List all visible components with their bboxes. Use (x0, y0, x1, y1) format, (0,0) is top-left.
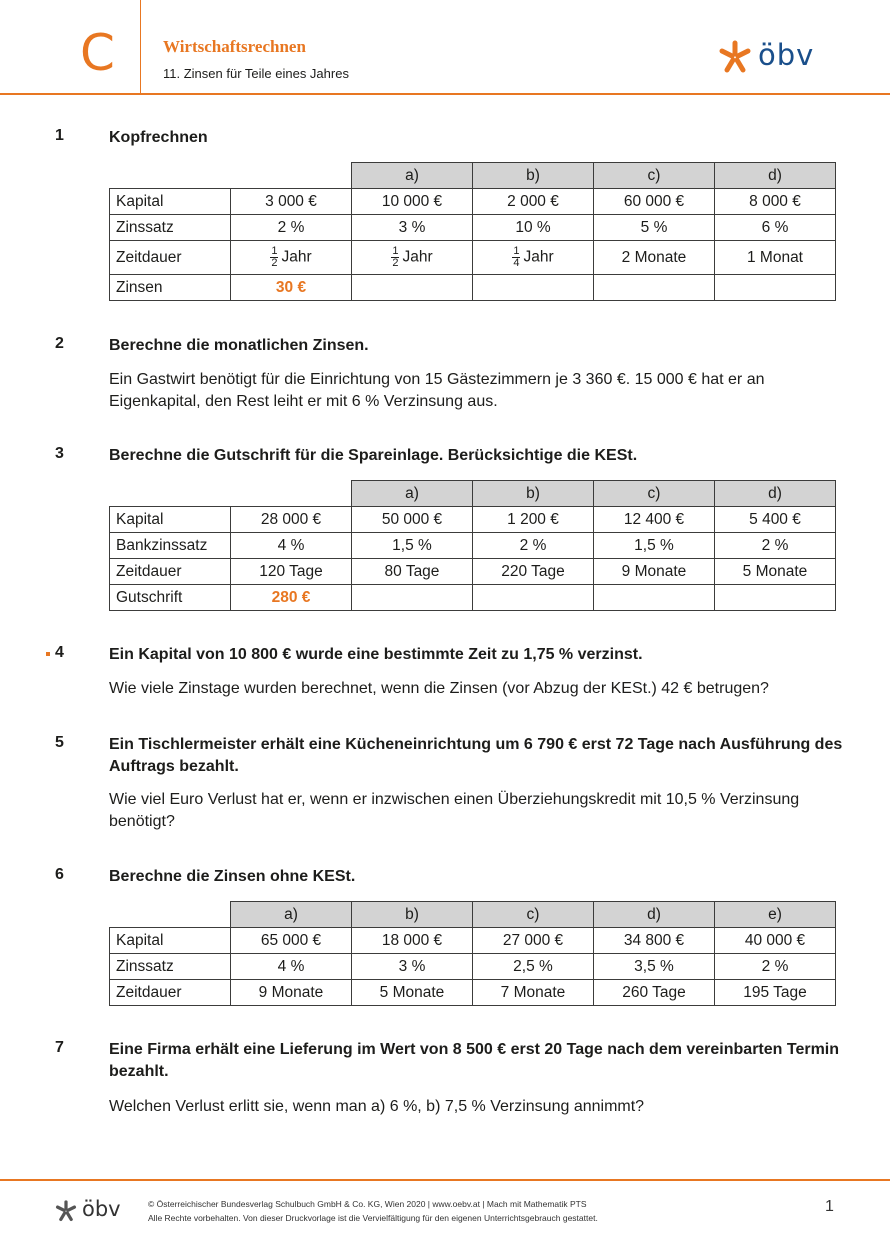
task-title: Ein Tischlermeister erhält eine Kücheneinrichtung um 6 790 € erst 72 Tage nach Ausführung des Auftrags bezahlt. (109, 736, 843, 775)
row-label: Kapital (110, 507, 231, 533)
row-label: Zeitdauer (110, 241, 231, 275)
table-row (110, 241, 836, 275)
table-cell: 2 % (715, 954, 836, 980)
table-row (110, 215, 836, 241)
table-cell: 18 000 € (352, 928, 473, 954)
column-header: b) (473, 163, 594, 189)
task-title: Berechne die monatlichen Zinsen. (109, 337, 369, 354)
row-label: Kapital (110, 189, 231, 215)
task-number: 1 (55, 127, 64, 144)
column-header: b) (352, 902, 473, 928)
table-cell: 50 000 € (352, 507, 473, 533)
page-header (0, 0, 890, 95)
answer-cell[interactable] (352, 585, 473, 611)
column-header: a) (352, 481, 473, 507)
table-cell: 8 000 € (715, 189, 836, 215)
table-cell: 10 000 € (352, 189, 473, 215)
table-cell: 10 % (473, 215, 594, 241)
table-row (110, 559, 836, 585)
table-cell: 3 000 € (231, 189, 352, 215)
table-cell: 2,5 % (473, 954, 594, 980)
table-cell: 120 Tage (231, 559, 352, 585)
table-cell: 1 Monat (715, 241, 836, 275)
table-cell: 1,5 % (594, 533, 715, 559)
task-6-table (109, 901, 836, 1006)
row-label: Kapital (110, 928, 231, 954)
table-cell: 5 400 € (715, 507, 836, 533)
task-text: Wie viel Euro Verlust hat er, wenn er inzwischen einen Überziehungskredit mit 10,5 % Verzinsung benötigt? (109, 791, 800, 830)
table-cell: 65 000 € (231, 928, 352, 954)
table-cell: 9 Monate (231, 980, 352, 1006)
table-cell: 220 Tage (473, 559, 594, 585)
column-header: c) (594, 481, 715, 507)
table-cell: 2 % (473, 533, 594, 559)
page-number: 1 (825, 1198, 834, 1215)
chapter-title: Wirtschaftsrechnen (163, 37, 306, 56)
task-3-table (109, 480, 836, 611)
task-number: 3 (55, 445, 64, 462)
row-label: Zeitdauer (110, 559, 231, 585)
table-cell: 2 % (231, 215, 352, 241)
section-subtitle: 11. Zinsen für Teile eines Jahres (163, 66, 349, 81)
table-cell: $\frac{1}{2}$ Jahr (231, 241, 352, 275)
fraction: $\frac{1}{2}$ (392, 245, 399, 269)
footer-logo (55, 1197, 135, 1224)
table-row (110, 275, 836, 301)
table-cell: 195 Tage (715, 980, 836, 1006)
logo-text: öbv (758, 38, 815, 72)
answer-cell[interactable] (352, 275, 473, 301)
task-number: 5 (55, 734, 64, 751)
table-cell: 80 Tage (352, 559, 473, 585)
example-answer: 30 € (231, 275, 352, 301)
task-title: Ein Kapital von 10 800 € wurde eine bestimmte Zeit zu 1,75 % verzinst. (109, 646, 643, 663)
column-header: d) (715, 481, 836, 507)
table-cell: 28 000 € (231, 507, 352, 533)
fraction: $\frac{1}{4}$ (513, 245, 520, 269)
row-label: Zinssatz (110, 215, 231, 241)
example-answer: 280 € (231, 585, 352, 611)
table-cell: 7 Monate (473, 980, 594, 1006)
row-label: Zeitdauer (110, 980, 231, 1006)
task-text: Welchen Verlust erlitt sie, wenn man a) 6 %, b) 7,5 % Verzinsung annimmt? (109, 1098, 645, 1115)
task-title: Eine Firma erhält eine Lieferung im Wert von 8 500 € erst 20 Tage nach dem vereinbarten Termin bezahlt. (109, 1041, 840, 1080)
table-cell: 4 % (231, 954, 352, 980)
table-cell: 3,5 % (594, 954, 715, 980)
row-label: Zinsen (110, 275, 231, 301)
answer-cell[interactable] (715, 585, 836, 611)
table-cell: 34 800 € (594, 928, 715, 954)
table-row (110, 928, 836, 954)
table-cell: 12 400 € (594, 507, 715, 533)
table-cell: 2 000 € (473, 189, 594, 215)
table-cell: 260 Tage (594, 980, 715, 1006)
task-number: 2 (55, 335, 64, 352)
rights-line: Alle Rechte vorbehalten. Von dieser Druckvorlage ist die Vervielfältigung für den eigenen Unterrichtsgebrauch gestattet. (148, 1213, 598, 1223)
table-cell: 5 Monate (352, 980, 473, 1006)
table-cell: 5 Monate (715, 559, 836, 585)
table-cell: 3 % (352, 954, 473, 980)
task-number: 7 (55, 1039, 64, 1056)
answer-cell[interactable] (473, 275, 594, 301)
column-header: e) (715, 902, 836, 928)
chapter-letter: C (80, 24, 115, 82)
footer-rule (0, 1179, 890, 1181)
task-title: Berechne die Zinsen ohne KESt. (109, 868, 356, 885)
table-cell: 5 % (594, 215, 715, 241)
table-cell: 40 000 € (715, 928, 836, 954)
table-row (110, 980, 836, 1006)
logo-text: öbv (82, 1197, 121, 1221)
table-row (110, 585, 836, 611)
row-label: Bankzinssatz (110, 533, 231, 559)
table-cell: 27 000 € (473, 928, 594, 954)
answer-cell[interactable] (594, 585, 715, 611)
star-icon (718, 40, 752, 74)
oebv-logo (718, 40, 828, 74)
difficulty-marker (46, 652, 50, 656)
table-cell: 1,5 % (352, 533, 473, 559)
column-header: d) (715, 163, 836, 189)
table-cell: 60 000 € (594, 189, 715, 215)
table-cell: 2 % (715, 533, 836, 559)
column-header: a) (231, 902, 352, 928)
column-header: b) (473, 481, 594, 507)
table-cell: 2 Monate (594, 241, 715, 275)
table-row (110, 533, 836, 559)
column-header: a) (352, 163, 473, 189)
answer-cell[interactable] (473, 585, 594, 611)
answer-cell[interactable] (715, 275, 836, 301)
table-cell: $\frac{1}{2}$ Jahr (352, 241, 473, 275)
task-title: Kopfrechnen (109, 129, 208, 146)
task-title: Berechne die Gutschrift für die Spareinlage. Berücksichtige die KESt. (109, 447, 638, 464)
table-row (110, 507, 836, 533)
copyright-line: © Österreichischer Bundesverlag Schulbuch GmbH & Co. KG, Wien 2020 | www.oebv.at | Mach mit Mathematik PTS (148, 1199, 587, 1209)
star-icon (55, 1200, 77, 1222)
task-number: 6 (55, 866, 64, 883)
column-header: d) (594, 902, 715, 928)
table-cell: 3 % (352, 215, 473, 241)
column-header: c) (473, 902, 594, 928)
header-rule (0, 93, 890, 95)
fraction: $\frac{1}{2}$ (271, 245, 278, 269)
table-cell: 1 200 € (473, 507, 594, 533)
table-row (110, 189, 836, 215)
row-label: Gutschrift (110, 585, 231, 611)
header-divider (140, 0, 141, 94)
answer-cell[interactable] (594, 275, 715, 301)
table-cell: 4 % (231, 533, 352, 559)
table-cell: 6 % (715, 215, 836, 241)
task-1-table (109, 162, 836, 301)
task-number: 4 (55, 644, 64, 661)
column-header: c) (594, 163, 715, 189)
table-cell: $\frac{1}{4}$ Jahr (473, 241, 594, 275)
task-text: Ein Gastwirt benötigt für die Einrichtung von 15 Gästezimmern je 3 360 €. 15 000 € hat er an Eigenkapital, den Rest leiht er mit 6 % Verzinsung aus. (109, 371, 765, 410)
task-text: Wie viele Zinstage wurden berechnet, wenn die Zinsen (vor Abzug der KESt.) 42 € betrugen? (109, 680, 769, 697)
table-row (110, 954, 836, 980)
table-cell: 9 Monate (594, 559, 715, 585)
row-label: Zinssatz (110, 954, 231, 980)
